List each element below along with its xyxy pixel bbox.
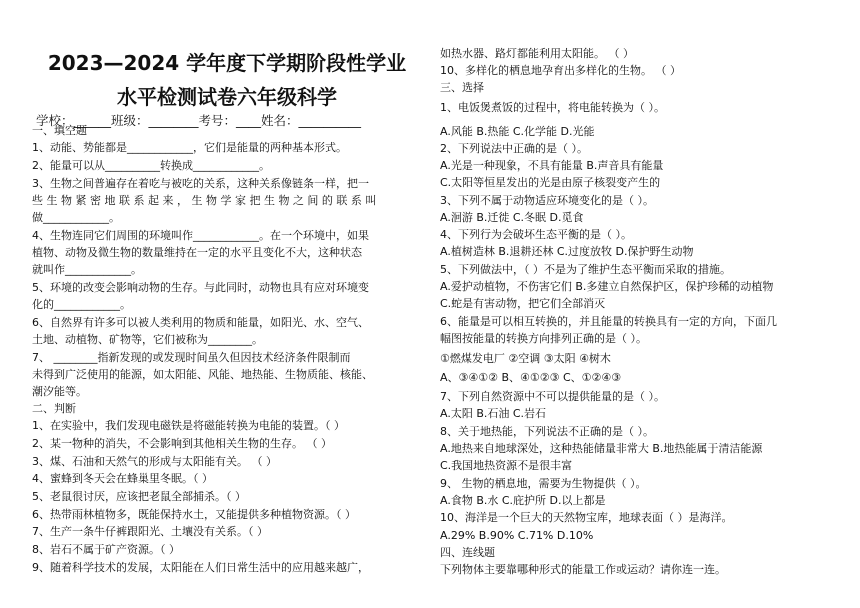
question-line: 3、生物之间普遍存在着吃与被吃的关系，这种关系像链条一样，把一	[32, 177, 369, 190]
question-line: C.我国地热资源不是很丰富	[440, 459, 573, 472]
question-line: 二、判断	[32, 402, 76, 415]
question-line: 土地、动植物、矿物等，它们被称为________。	[32, 333, 263, 346]
question-line: A.29% B.90% C.71% D.10%	[440, 529, 594, 542]
question-line: 9、随着科学技术的发展，太阳能在人们日常生活中的应用越来越广，	[32, 561, 369, 574]
question-line: A.爱护动植物，不伤害它们 B.多建立自然保护区，保护珍稀的动植物	[440, 280, 774, 293]
question-line: ①燃煤发电厂 ②空调 ③太阳 ④树木	[440, 352, 611, 365]
question-line: 未得到广泛使用的能源，如太阳能、风能、地热能、生物质能、核能、	[32, 368, 373, 381]
question-line: 下列物体主要靠哪种形式的能量工作或运动？请你连一连。	[440, 563, 726, 576]
question-line: 8、岩石不属于矿产资源。（ ）	[32, 543, 180, 556]
question-line: 化的____________。	[32, 298, 131, 311]
question-line: 6、自然界有许多可以被人类利用的物质和能量，如阳光、水、空气、	[32, 316, 369, 329]
page-title-line1: 2023—2024 学年度下学期阶段性学业	[47, 51, 407, 75]
question-line: 6、能量是可以相互转换的，并且能量的转换具有一定的方向，下面几	[440, 315, 777, 328]
question-line: 一、填空题	[32, 124, 87, 137]
question-line: 5、环境的改变会影响动物的生存。与此同时，动物也具有应对环境变	[32, 281, 369, 294]
question-line: 1、动能、势能都是____________，它们是能量的两种基本形式。	[32, 141, 347, 154]
question-line: 如热水器、路灯都能利用太阳能。 （ ）	[440, 47, 634, 60]
question-line: 5、老鼠很讨厌，应该把老鼠全部捕杀。（ ）	[32, 490, 246, 503]
question-line: A.太阳 B.石油 C.岩石	[440, 407, 547, 420]
question-line: A.食物 B.水 C.庇护所 D.以上都是	[440, 494, 606, 507]
question-line: 些 生 物 紧 密 地 联 系 起 来 ， 生 物 学 家 把 生 物 之 间 的 联 系 叫	[32, 194, 377, 207]
question-line: C.太阳等恒星发出的光是由原子核裂变产生的	[440, 176, 661, 189]
question-line: 7、 ________指新发现的或发现时间虽久但因技术经济条件限制而	[32, 351, 351, 364]
question-line: 8、关于地热能，下列说法不正确的是（ ）。	[440, 425, 654, 438]
question-line: 4、生物连同它们周围的环境叫作____________。在一个环境中，如果	[32, 229, 369, 242]
question-line: 1、在实验中，我们发现电磁铁是将磁能转换为电能的装置。（ ）	[32, 419, 345, 432]
question-line: A.地热来自地球深处，这种热能储量非常大 B.地热能属于清洁能源	[440, 442, 763, 455]
question-line: C.蛇是有害动物，把它们全部消灭	[440, 297, 606, 310]
question-line: 1、电饭煲煮饭的过程中，将电能转换为（ ）。	[440, 101, 665, 114]
question-line: 做____________。	[32, 211, 120, 224]
question-line: 潮汐能等。	[32, 385, 87, 398]
question-line: 10、多样化的栖息地孕育出多样化的生物。 （ ）	[440, 64, 681, 77]
question-line: 6、热带雨林植物多，既能保持水土，又能提供多种植物资源。（ ）	[32, 508, 356, 521]
question-line: 5、下列做法中，（ ）不是为了维护生态平衡而采取的措施。	[440, 263, 731, 276]
question-line: A.植树造林 B.退耕还林 C.过度放牧 D.保护野生动物	[440, 245, 694, 258]
question-line: A.洄游 B.迁徙 C.冬眠 D.觅食	[440, 211, 584, 224]
question-line: 7、生产一条牛仔裤跟阳光、土壤没有关系。（ ）	[32, 525, 268, 538]
question-line: 2、能量可以从__________转换成____________。	[32, 159, 270, 172]
page-title-line2: 水平检测试卷六年级科学	[117, 85, 337, 109]
student-info-line: 学校：______班级：________考号：____姓名：__________	[36, 113, 362, 128]
question-line: 4、蜜蜂到冬天会在蜂巢里冬眠。（ ）	[32, 472, 213, 485]
question-line: A、③④①② B、④①②③ C、①②④③	[440, 371, 622, 384]
question-line: 4、下列行为会破坏生态平衡的是（ ）。	[440, 228, 632, 241]
question-line: 三、选择	[440, 81, 484, 94]
question-line: 幅图按能量的转换方向排列正确的是（ ）。	[440, 332, 647, 345]
question-line: 7、下列自然资源中不可以提供能量的是（ ）。	[440, 390, 665, 403]
question-line: 3、煤、石油和天然气的形成与太阳能有关。 （ ）	[32, 455, 277, 468]
question-line: 10、海洋是一个巨大的天然物宝库，地球表面（ ）是海洋。	[440, 511, 733, 524]
question-line: 3、下列不属于动物适应环境变化的是（ ）。	[440, 194, 654, 207]
question-line: 2、某一物种的消失，不会影响到其他相关生物的生存。 （ ）	[32, 437, 332, 450]
question-line: 2、下列说法中正确的是（ ）。	[440, 142, 588, 155]
question-line: 植物、动物及微生物的数量维持在一定的水平且变化不大，这种状态	[32, 246, 362, 259]
question-line: A.光是一种现象，不具有能量 B.声音具有能量	[440, 159, 664, 172]
question-line: 就叫作____________。	[32, 263, 142, 276]
question-line: 四、连线题	[440, 546, 495, 559]
question-line: 9、 生物的栖息地，需要为生物提供（ ）。	[440, 477, 647, 490]
question-line: A.风能 B.热能 C.化学能 D.光能	[440, 125, 595, 138]
